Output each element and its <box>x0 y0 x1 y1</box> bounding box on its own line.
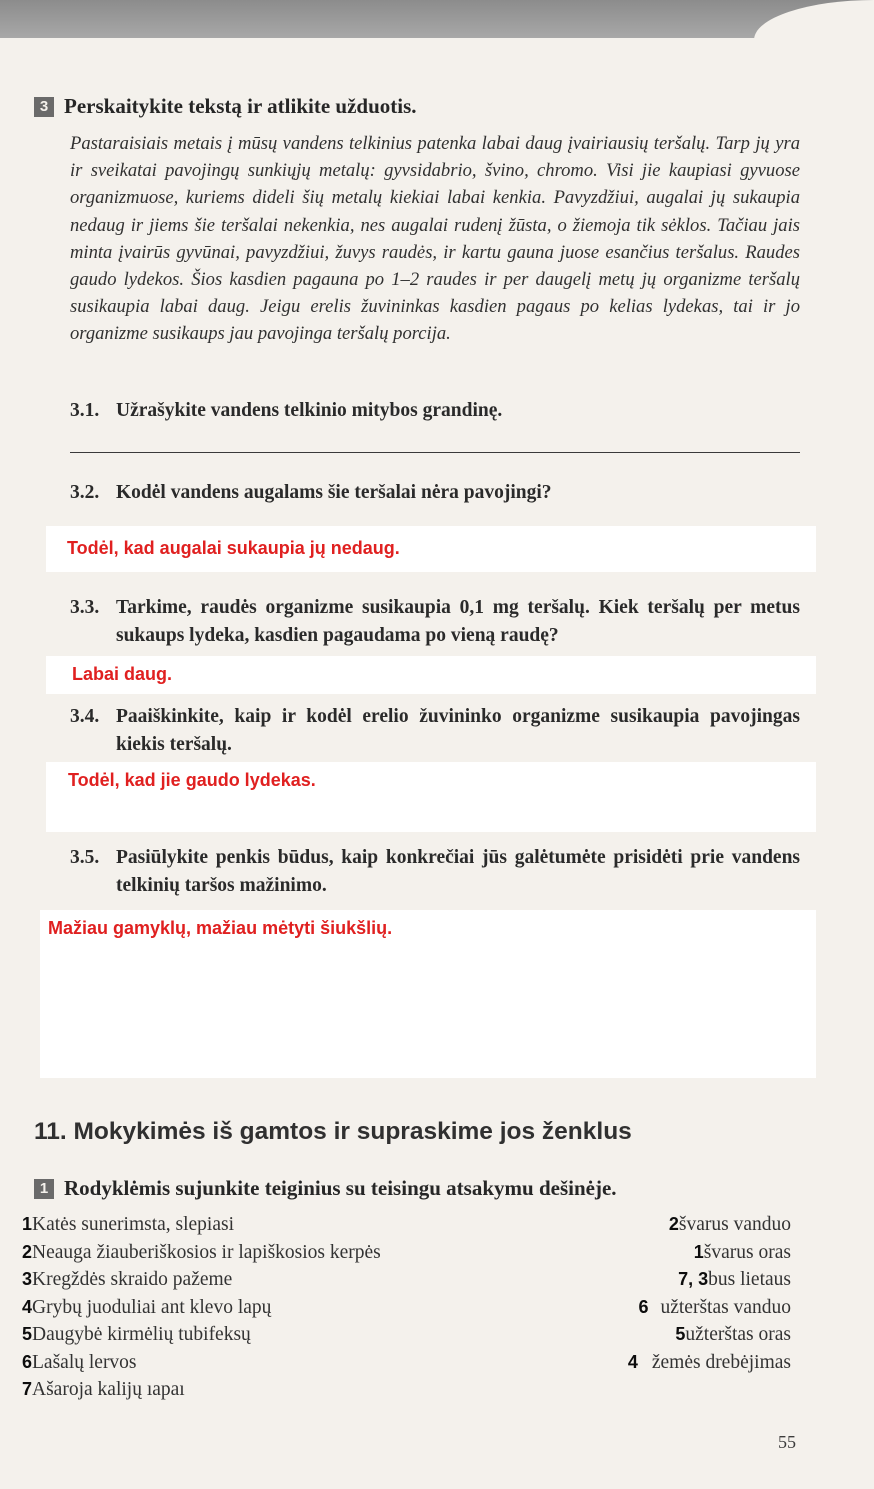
match-index: 5 <box>675 1324 686 1344</box>
question-3-1 <box>70 397 800 425</box>
statement-text: Neauga žiauberiškosios ir lapiškosios kerpės <box>32 1242 381 1263</box>
task1-heading <box>34 1176 617 1201</box>
question-text: Pasiūlykite penkis būdus, kaip konkrečiai jūs galėtumėte prisidėti prie vandens telkinių taršos mažinimo. <box>116 847 800 896</box>
page-top-band <box>0 0 874 38</box>
question-number: 3.4. <box>70 706 100 727</box>
right-answer-1 <box>669 1211 791 1238</box>
answer-3-3: Labai daug. <box>72 664 173 684</box>
right-answer-5 <box>675 1321 791 1348</box>
answer-line <box>70 452 800 453</box>
task3-heading <box>34 94 417 119</box>
question-number: 3.5. <box>70 847 100 868</box>
task3-number-badge: 3 <box>34 97 54 117</box>
question-3-3 <box>70 594 800 650</box>
question-text: Kodėl vandens augalams šie teršalai nėra pavojingi? <box>116 482 552 503</box>
left-statement-5 <box>22 1321 251 1348</box>
statement-text: Katės sunerimsta, slepiasi <box>32 1214 235 1235</box>
answer-3-2: Todėl, kad augalai sukaupia jų nedaug. <box>67 538 400 558</box>
match-index: 5 <box>22 1324 33 1344</box>
right-answer-6 <box>628 1349 791 1376</box>
match-index: 6 <box>638 1297 649 1317</box>
question-text: Tarkime, raudės organizme susikaupia 0,1 mg teršalų. Kiek teršalų per metus sukaups lydeka, kasdien pagaudama po vieną raudę? <box>116 597 800 646</box>
match-index: 7, 3 <box>678 1269 709 1289</box>
statement-text: Ašaroja kalijų ıapaı <box>32 1379 185 1400</box>
left-statement-4 <box>22 1294 271 1321</box>
question-3-4 <box>70 703 800 759</box>
answer-3-4: Todėl, kad jie gaudo lydekas. <box>68 770 316 790</box>
statement-text: Daugybė kirmėlių tubifeksų <box>32 1324 251 1345</box>
match-index: 1 <box>693 1242 704 1262</box>
question-text: Užrašykite vandens telkinio mitybos grandinę. <box>116 400 503 421</box>
left-statement-6 <box>22 1349 137 1376</box>
match-index: 7 <box>22 1379 33 1399</box>
match-index: 2 <box>22 1242 33 1262</box>
left-statement-1 <box>22 1211 234 1238</box>
question-3-5 <box>70 844 800 900</box>
reading-passage: Pastaraisiais metais į mūsų vandens telkinius patenka labai daug įvairiausių teršalų. Tarp jų yra ir sveikatai pavojingų sunkiųjų metalų: gyvsidabrio, švino, chromo. Visi jie kaupiasi gyvuose organizmuose, kuriems dideli šių metalų kiekiai labai kenkia. Pavyzdžiui, augalai jų sukaupia nedaug ir jiems šie teršalai nekenkia, nes augalai rudenį žūsta, o žiemoja tik sėklos. Tačiau jais minta įvairūs gyvūnai, pavyzdžiui, žuvys raudės, ir kartu gauna juose esančius teršalus. Raudes gaudo lydekos. Šios kasdien pagauna po 1–2 raudes ir per daugelį metų jų organizme teršalų susikaupia labai daug. Jeigu erelis žuvininkas kasdien pagaus po kelias lydekas, tai ir jo organizme susikaups jau pavojinga teršalų porcija. <box>70 133 800 345</box>
left-statement-7 <box>22 1376 185 1403</box>
task3-heading-text: Perskaitykite tekstą ir atlikite užduotis. <box>64 94 417 118</box>
right-answer-3 <box>678 1266 791 1293</box>
task1-number-badge: 1 <box>34 1179 54 1199</box>
match-index: 3 <box>22 1269 33 1289</box>
answer-text: švarus oras <box>703 1242 791 1263</box>
task1-heading-text: Rodyklėmis sujunkite teiginius su teisingu atsakymu dešinėje. <box>64 1176 617 1200</box>
right-answer-4 <box>638 1294 791 1321</box>
page-number: 55 <box>778 1432 796 1452</box>
answer-3-5: Mažiau gamyklų, mažiau mėtyti šiukšlių. <box>48 918 393 938</box>
question-text: Paaiškinkite, kaip ir kodėl erelio žuvininko organizme susikaupia pavojingas kiekis teršalų. <box>116 706 800 755</box>
match-index: 2 <box>668 1214 679 1234</box>
answer-text: bus lietaus <box>708 1269 791 1290</box>
question-number: 3.1. <box>70 400 100 421</box>
match-index: 1 <box>22 1214 33 1234</box>
question-number: 3.2. <box>70 482 100 503</box>
statement-text: Lašalų lervos <box>32 1352 137 1373</box>
statement-text: Kregždės skraido pažeme <box>32 1269 233 1290</box>
answer-text: švarus vanduo <box>678 1214 791 1235</box>
statement-text: Grybų juoduliai ant klevo lapų <box>32 1297 272 1318</box>
left-statement-2 <box>22 1239 381 1266</box>
answer-text: žemės drebėjimas <box>651 1352 791 1373</box>
section-title: 11. Mokykimės iš gamtos ir supraskime jos ženklus <box>34 1118 632 1145</box>
question-number: 3.3. <box>70 597 100 618</box>
right-answer-2 <box>694 1239 791 1266</box>
match-index: 4 <box>22 1297 33 1317</box>
answer-text: užterštas vanduo <box>660 1297 791 1318</box>
match-index: 4 <box>627 1352 638 1372</box>
match-index: 6 <box>22 1352 33 1372</box>
left-statement-3 <box>22 1266 232 1293</box>
answer-text: užterštas oras <box>685 1324 791 1345</box>
question-3-2 <box>70 479 800 507</box>
